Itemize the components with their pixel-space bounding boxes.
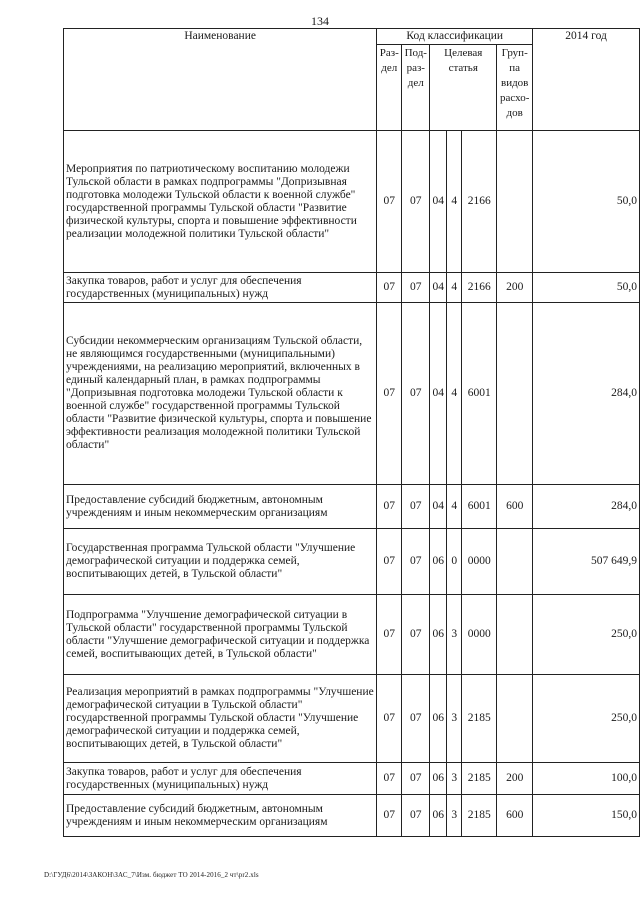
cell-podrazdel: 07 <box>402 763 430 795</box>
table-body <box>64 131 640 837</box>
cell-vid <box>497 675 533 763</box>
cell-podrazdel: 07 <box>402 273 430 303</box>
cell-cs1: 06 <box>430 529 447 595</box>
cell-podrazdel: 07 <box>402 529 430 595</box>
cell-amount: 100,0 <box>533 763 640 795</box>
cell-amount: 284,0 <box>533 303 640 485</box>
cell-name: Подпрограмма "Улучшение демографической ситуации в Тульской области" государственной программы Тульской области "Улучшение демографической ситуации и поддержка семей, воспитывающих детей, в Тульской области" <box>64 595 377 675</box>
cell-cs1: 04 <box>430 131 447 273</box>
header-section: Раз-дел <box>377 45 402 131</box>
cell-cs3: 2166 <box>462 131 497 273</box>
cell-razdel: 07 <box>377 675 402 763</box>
cell-cs1: 04 <box>430 303 447 485</box>
cell-cs2: 4 <box>447 273 462 303</box>
cell-cs2: 3 <box>447 675 462 763</box>
cell-cs1: 04 <box>430 273 447 303</box>
header-subsection: Под-раз-дел <box>402 45 430 131</box>
cell-podrazdel: 07 <box>402 675 430 763</box>
cell-razdel: 07 <box>377 795 402 837</box>
cell-vid <box>497 529 533 595</box>
cell-vid: 600 <box>497 795 533 837</box>
cell-razdel: 07 <box>377 529 402 595</box>
cell-name: Мероприятия по патриотическому воспитанию молодежи Тульской области в рамках подпрограммы "Допризывная подготовка молодежи Тульской области к военной службе" государственной программы Тульской области "Развитие физической культуры, спорта и повышение эффективности реализации молодежной политики Тульской области" <box>64 131 377 273</box>
cell-cs2: 4 <box>447 303 462 485</box>
cell-vid <box>497 595 533 675</box>
cell-cs1: 04 <box>430 485 447 529</box>
cell-vid: 600 <box>497 485 533 529</box>
cell-cs3: 2166 <box>462 273 497 303</box>
table-row <box>64 763 640 795</box>
header-classification: Код классификации <box>377 29 533 45</box>
cell-cs2: 4 <box>447 131 462 273</box>
cell-amount: 250,0 <box>533 595 640 675</box>
table-row <box>64 795 640 837</box>
file-path-footer: D:\ГУД6\2014\ЗАКОН\ЗАС_7\Изм. бюджет ТО 2014-2016_2 чт\pr2.xls <box>44 871 259 879</box>
cell-razdel: 07 <box>377 595 402 675</box>
cell-cs1: 06 <box>430 675 447 763</box>
cell-name: Субсидии некоммерческим организациям Тульской области, не являющимся государственными (муниципальными) учреждениями, на реализацию мероприятий, включенных в единый календарный план, в рамках подпрограммы "Допризывная подготовка молодежи Тульской области к военной службе" государственной программы Тульской области "Развитие физической культуры, спорта и повышение эффективности реализация молодежной политики Тульской области" <box>64 303 377 485</box>
cell-vid <box>497 303 533 485</box>
cell-cs3: 6001 <box>462 303 497 485</box>
cell-vid: 200 <box>497 273 533 303</box>
cell-cs2: 4 <box>447 485 462 529</box>
cell-cs3: 2185 <box>462 763 497 795</box>
cell-podrazdel: 07 <box>402 595 430 675</box>
page-number: 134 <box>311 14 329 28</box>
cell-razdel: 07 <box>377 485 402 529</box>
cell-cs3: 0000 <box>462 529 497 595</box>
cell-podrazdel: 07 <box>402 303 430 485</box>
table-row <box>64 273 640 303</box>
cell-name: Предоставление субсидий бюджетным, автономным учреждениям и иным некоммерческим организациям <box>64 795 377 837</box>
cell-razdel: 07 <box>377 763 402 795</box>
cell-name: Реализация мероприятий в рамках подпрограммы "Улучшение демографической ситуации в Тульской области" государственной программы Тульской области "Улучшение демографической ситуации и поддержка семей, воспитывающих детей, в Тульской области" <box>64 675 377 763</box>
cell-cs2: 0 <box>447 529 462 595</box>
cell-cs3: 2185 <box>462 795 497 837</box>
cell-name: Государственная программа Тульской области "Улучшение демографической ситуации и поддержка семей, воспитывающих детей, в Тульской области" <box>64 529 377 595</box>
table-row <box>64 529 640 595</box>
cell-podrazdel: 07 <box>402 795 430 837</box>
cell-name: Закупка товаров, работ и услуг для обеспечения государственных (муниципальных) нужд <box>64 763 377 795</box>
cell-cs2: 3 <box>447 595 462 675</box>
cell-razdel: 07 <box>377 273 402 303</box>
table-row <box>64 485 640 529</box>
cell-razdel: 07 <box>377 303 402 485</box>
cell-name: Закупка товаров, работ и услуг для обеспечения государственных (муниципальных) нужд <box>64 273 377 303</box>
header-year: 2014 год <box>533 29 640 131</box>
cell-cs2: 3 <box>447 795 462 837</box>
cell-amount: 284,0 <box>533 485 640 529</box>
cell-cs1: 06 <box>430 763 447 795</box>
cell-amount: 150,0 <box>533 795 640 837</box>
cell-cs2: 3 <box>447 763 462 795</box>
table-row <box>64 303 640 485</box>
cell-amount: 507 649,9 <box>533 529 640 595</box>
cell-amount: 50,0 <box>533 273 640 303</box>
cell-vid: 200 <box>497 763 533 795</box>
header-name: Наименование <box>64 29 377 131</box>
cell-cs3: 6001 <box>462 485 497 529</box>
table-row <box>64 131 640 273</box>
cell-name: Предоставление субсидий бюджетным, автономным учреждениям и иным некоммерческим организациям <box>64 485 377 529</box>
cell-cs1: 06 <box>430 795 447 837</box>
cell-cs3: 2185 <box>462 675 497 763</box>
header-expense-group: Груп-па видов расхо-дов <box>497 45 533 131</box>
cell-cs1: 06 <box>430 595 447 675</box>
table-row <box>64 675 640 763</box>
cell-amount: 250,0 <box>533 675 640 763</box>
cell-podrazdel: 07 <box>402 131 430 273</box>
header-target-article: Целевая статья <box>430 45 497 131</box>
cell-podrazdel: 07 <box>402 485 430 529</box>
cell-razdel: 07 <box>377 131 402 273</box>
table-row <box>64 595 640 675</box>
cell-amount: 50,0 <box>533 131 640 273</box>
budget-table <box>63 28 640 837</box>
cell-vid <box>497 131 533 273</box>
cell-cs3: 0000 <box>462 595 497 675</box>
